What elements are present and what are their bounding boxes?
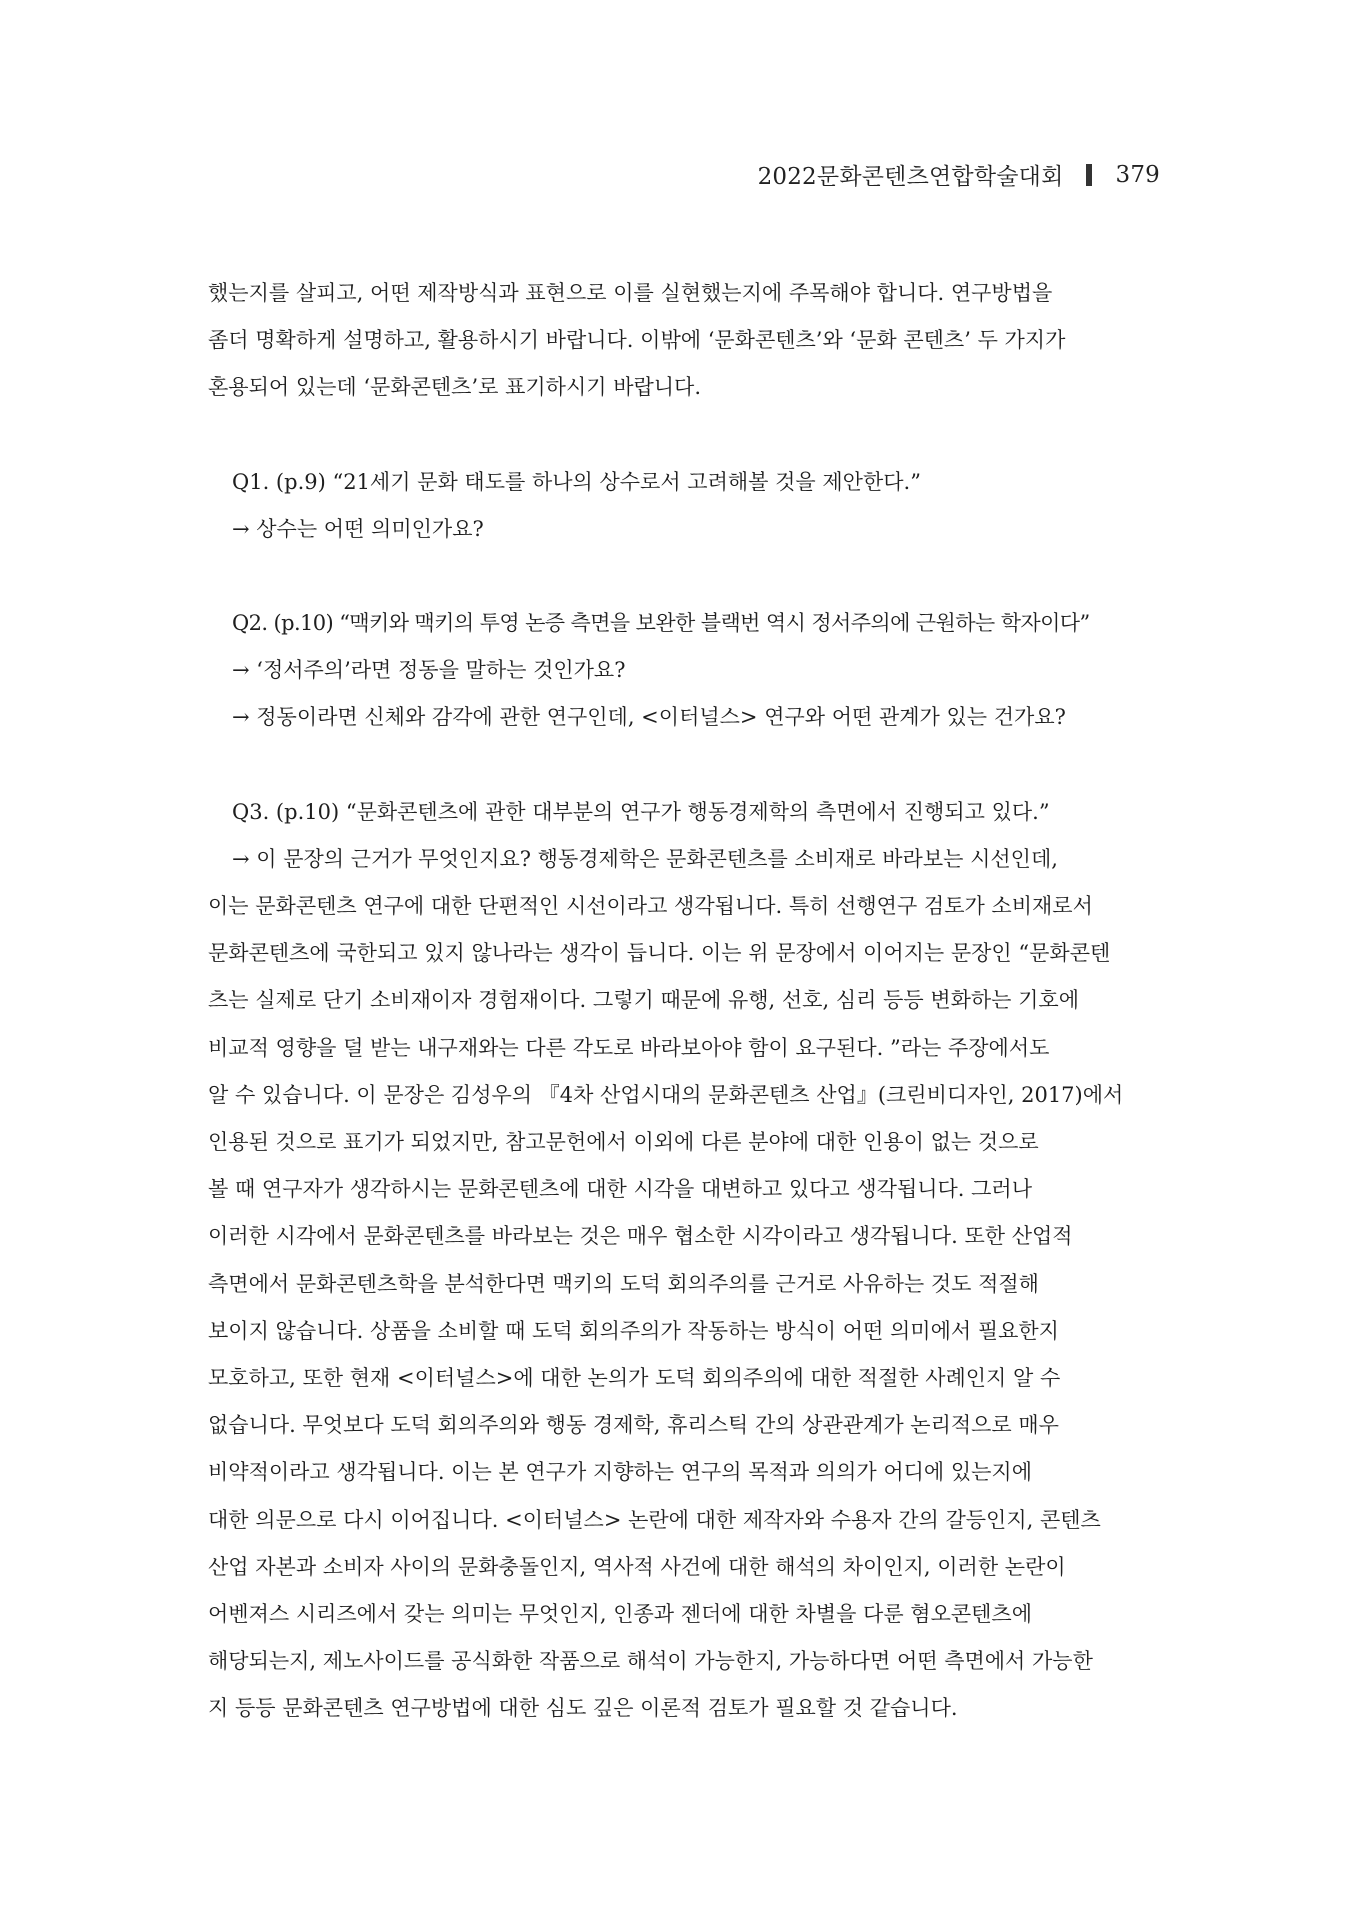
text-line: 츠는 실제로 단기 소비재이자 경험재이다. 그렇기 때문에 유행, 선호, 심리 등등 변화하는 기호에	[208, 988, 1079, 1013]
text-line: 측면에서 문화콘텐츠학을 분석한다면 맥키의 도덕 회의주의를 근거로 사유하는 것도 적절해	[208, 1271, 1039, 1296]
answer-line: → 상수는 어떤 의미인가요?	[232, 516, 484, 541]
paragraph-gap	[208, 553, 1158, 600]
conference-title: 2022문화콘텐츠연합학술대회	[757, 164, 1064, 190]
text-line: 알 수 있습니다. 이 문장은 김성우의 『4차 산업시대의 문화콘텐츠 산업』(크린비디자인, 2017)에서	[208, 1082, 1124, 1107]
question-line: Q2. (p.10) “맥키와 맥키의 투영 논증 측면을 보완한 블랙번 역시 정서주의에 근원하는 학자이다”	[232, 611, 1090, 636]
text-line: 산업 자본과 소비자 사이의 문화충돌인지, 역사적 사건에 대한 해석의 차이인지, 이러한 논란이	[208, 1554, 1066, 1579]
question-2	[208, 600, 1158, 742]
paragraph-gap	[208, 742, 1158, 789]
text-line: 인용된 것으로 표기가 되었지만, 참고문헌에서 이외에 다른 분야에 대한 인용이 없는 것으로	[208, 1130, 1039, 1155]
running-header	[758, 158, 1160, 191]
text-line: 볼 때 연구자가 생각하시는 문화콘텐츠에 대한 시각을 대변하고 있다고 생각됩니다. 그러나	[208, 1177, 1033, 1202]
answer-line: → 이 문장의 근거가 무엇인지요? 행동경제학은 문화콘텐츠를 소비재로 바라보는 시선인데,	[232, 846, 1058, 871]
text-line: 이는 문화콘텐츠 연구에 대한 단편적인 시선이라고 생각됩니다. 특히 선행연구 검토가 소비재로서	[208, 894, 1093, 919]
paragraph-gap	[208, 412, 1158, 459]
answer-line: → 정동이라면 신체와 감각에 관한 연구인데, <이터널스> 연구와 어떤 관계가 있는 건가요?	[232, 705, 1066, 730]
page-number: 379	[1115, 161, 1160, 188]
text-line: 문화콘텐츠에 국한되고 있지 않나라는 생각이 듭니다. 이는 위 문장에서 이어지는 문장인 “문화콘텐	[208, 941, 1111, 966]
intro-paragraph	[208, 270, 1158, 412]
answer-line: → ‘정서주의’라면 정동을 말하는 것인가요?	[232, 658, 626, 683]
question-line: Q1. (p.9) “21세기 문화 태도를 하나의 상수로서 고려해볼 것을 제안한다.”	[232, 469, 921, 494]
header-separator	[1086, 164, 1092, 186]
text-line: 혼용되어 있는데 ‘문화콘텐츠’로 표기하시기 바랍니다.	[208, 375, 702, 400]
text-line: 해당되는지, 제노사이드를 공식화한 작품으로 해석이 가능한지, 가능하다면 어떤 측면에서 가능한	[208, 1649, 1093, 1674]
question-3	[208, 789, 1158, 1733]
text-line: 했는지를 살피고, 어떤 제작방식과 표현으로 이를 실현했는지에 주목해야 합니다. 연구방법을	[208, 281, 1053, 305]
text-line: 없습니다. 무엇보다 도덕 회의주의와 행동 경제학, 휴리스틱 간의 상관관계가 논리적으로 매우	[208, 1413, 1059, 1438]
text-line: 이러한 시각에서 문화콘텐츠를 바라보는 것은 매우 협소한 시각이라고 생각됩니다. 또한 산업적	[208, 1224, 1073, 1249]
body-text	[208, 270, 1158, 1733]
question-line: Q3. (p.10) “문화콘텐츠에 관한 대부분의 연구가 행동경제학의 측면에서 진행되고 있다.”	[232, 799, 1050, 824]
text-line: 보이지 않습니다. 상품을 소비할 때 도덕 회의주의가 작동하는 방식이 어떤 의미에서 필요한지	[208, 1318, 1059, 1343]
text-line: 어벤져스 시리즈에서 갖는 의미는 무엇인지, 인종과 젠더에 대한 차별을 다룬 혐오콘텐츠에	[208, 1602, 1033, 1627]
text-line: 좀더 명확하게 설명하고, 활용하시기 바랍니다. 이밖에 ‘문화콘텐츠’와 ‘문화 콘텐츠’ 두 가지가	[208, 328, 1066, 353]
text-line: 대한 의문으로 다시 이어집니다. <이터널스> 논란에 대한 제작자와 수용자 간의 갈등인지, 콘텐츠	[208, 1507, 1101, 1532]
text-line: 비교적 영향을 덜 받는 내구재와는 다른 각도로 바라보아야 함이 요구된다. ”라는 주장에서도	[208, 1035, 1050, 1060]
text-line: 모호하고, 또한 현재 <이터널스>에 대한 논의가 도덕 회의주의에 대한 적절한 사례인지 알 수	[208, 1366, 1061, 1391]
text-line: 비약적이라고 생각됩니다. 이는 본 연구가 지향하는 연구의 목적과 의의가 어디에 있는지에	[208, 1460, 1033, 1485]
question-1	[208, 459, 1158, 553]
text-line: 지 등등 문화콘텐츠 연구방법에 대한 심도 깊은 이론적 검토가 필요할 것 같습니다.	[208, 1696, 958, 1721]
